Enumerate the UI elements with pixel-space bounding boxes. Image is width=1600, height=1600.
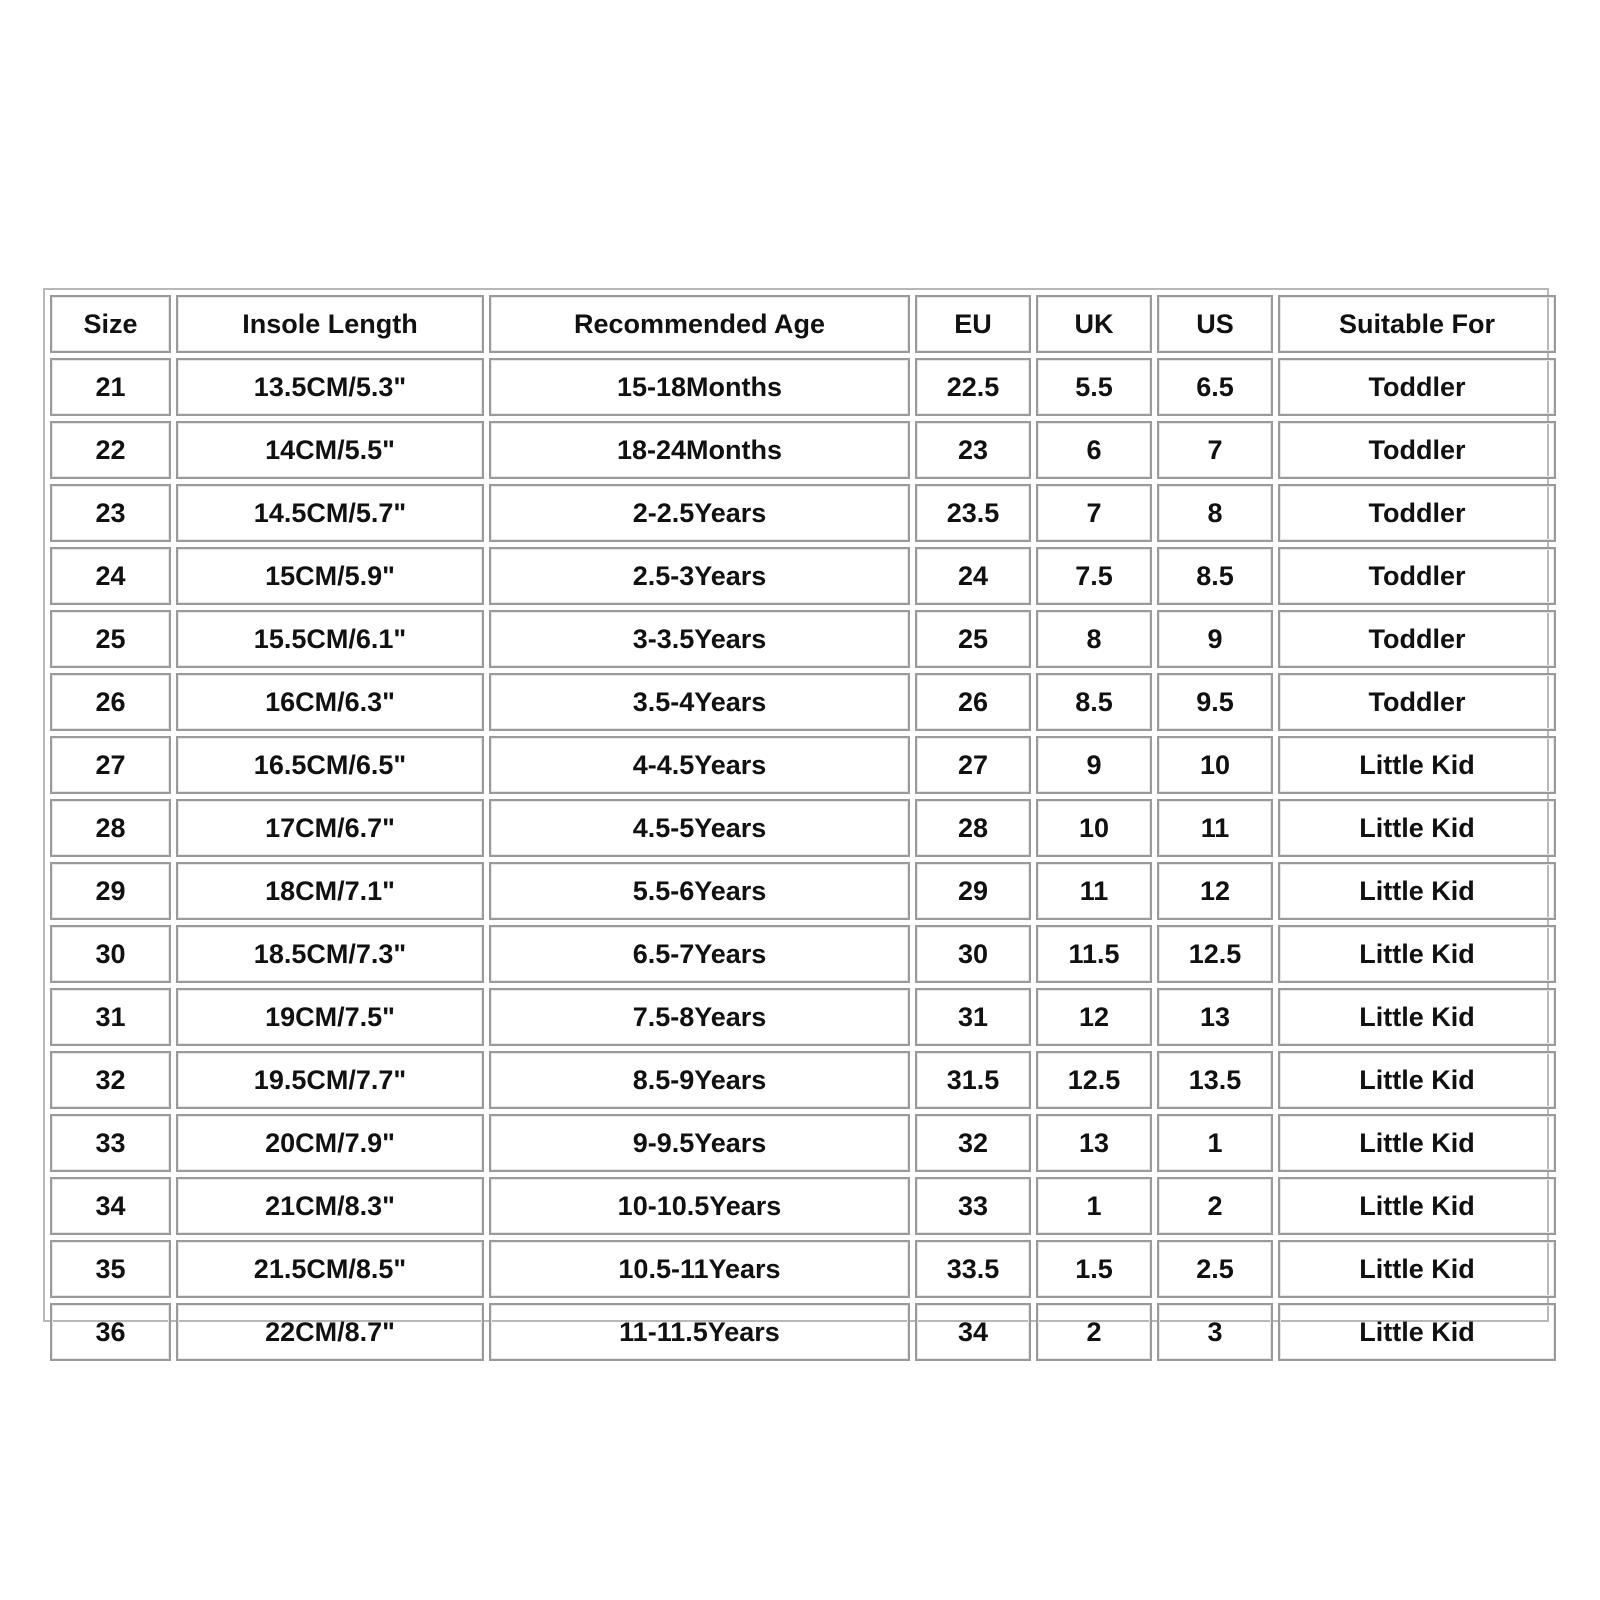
cell-recommended-age: 10-10.5Years (489, 1177, 910, 1235)
cell-suitable-for: Little Kid (1278, 862, 1556, 920)
cell-size: 33 (50, 1114, 171, 1172)
table-row (50, 421, 1556, 479)
cell-eu: 22.5 (915, 358, 1031, 416)
cell-insole-length: 18.5CM/7.3" (176, 925, 484, 983)
cell-us: 11 (1157, 799, 1273, 857)
cell-suitable-for: Toddler (1278, 358, 1556, 416)
cell-recommended-age: 2-2.5Years (489, 484, 910, 542)
cell-eu: 27 (915, 736, 1031, 794)
table-row (50, 925, 1556, 983)
size-chart (43, 288, 1549, 1347)
cell-size: 32 (50, 1051, 171, 1109)
cell-suitable-for: Toddler (1278, 484, 1556, 542)
cell-us: 9.5 (1157, 673, 1273, 731)
cell-insole-length: 22CM/8.7" (176, 1303, 484, 1361)
table-row (50, 610, 1556, 668)
cell-size: 34 (50, 1177, 171, 1235)
cell-uk: 7 (1036, 484, 1152, 542)
cell-eu: 23 (915, 421, 1031, 479)
cell-uk: 1.5 (1036, 1240, 1152, 1298)
cell-recommended-age: 3-3.5Years (489, 610, 910, 668)
cell-insole-length: 20CM/7.9" (176, 1114, 484, 1172)
cell-size: 25 (50, 610, 171, 668)
cell-recommended-age: 18-24Months (489, 421, 910, 479)
cell-uk: 6 (1036, 421, 1152, 479)
cell-insole-length: 19.5CM/7.7" (176, 1051, 484, 1109)
cell-us: 1 (1157, 1114, 1273, 1172)
header-eu: EU (915, 295, 1031, 353)
cell-insole-length: 17CM/6.7" (176, 799, 484, 857)
cell-eu: 25 (915, 610, 1031, 668)
cell-eu: 33 (915, 1177, 1031, 1235)
cell-uk: 13 (1036, 1114, 1152, 1172)
cell-suitable-for: Little Kid (1278, 1051, 1556, 1109)
cell-eu: 29 (915, 862, 1031, 920)
cell-suitable-for: Little Kid (1278, 1303, 1556, 1361)
cell-us: 12.5 (1157, 925, 1273, 983)
cell-suitable-for: Little Kid (1278, 988, 1556, 1046)
cell-size: 36 (50, 1303, 171, 1361)
cell-recommended-age: 10.5-11Years (489, 1240, 910, 1298)
cell-us: 9 (1157, 610, 1273, 668)
cell-size: 30 (50, 925, 171, 983)
table-row (50, 673, 1556, 731)
table-row (50, 484, 1556, 542)
cell-us: 13 (1157, 988, 1273, 1046)
cell-us: 3 (1157, 1303, 1273, 1361)
table-row (50, 988, 1556, 1046)
table-row (50, 358, 1556, 416)
cell-us: 13.5 (1157, 1051, 1273, 1109)
cell-suitable-for: Little Kid (1278, 925, 1556, 983)
cell-insole-length: 18CM/7.1" (176, 862, 484, 920)
cell-size: 31 (50, 988, 171, 1046)
cell-recommended-age: 2.5-3Years (489, 547, 910, 605)
cell-eu: 30 (915, 925, 1031, 983)
cell-recommended-age: 11-11.5Years (489, 1303, 910, 1361)
cell-eu: 34 (915, 1303, 1031, 1361)
cell-uk: 12 (1036, 988, 1152, 1046)
cell-insole-length: 19CM/7.5" (176, 988, 484, 1046)
cell-recommended-age: 4.5-5Years (489, 799, 910, 857)
header-size: Size (50, 295, 171, 353)
cell-insole-length: 15CM/5.9" (176, 547, 484, 605)
cell-suitable-for: Little Kid (1278, 1177, 1556, 1235)
table-row (50, 1114, 1556, 1172)
cell-size: 28 (50, 799, 171, 857)
cell-suitable-for: Toddler (1278, 610, 1556, 668)
cell-suitable-for: Little Kid (1278, 1240, 1556, 1298)
cell-uk: 12.5 (1036, 1051, 1152, 1109)
header-uk: UK (1036, 295, 1152, 353)
cell-eu: 31 (915, 988, 1031, 1046)
cell-uk: 2 (1036, 1303, 1152, 1361)
table-row (50, 547, 1556, 605)
cell-size: 24 (50, 547, 171, 605)
cell-eu: 31.5 (915, 1051, 1031, 1109)
cell-recommended-age: 6.5-7Years (489, 925, 910, 983)
cell-size: 26 (50, 673, 171, 731)
cell-us: 8.5 (1157, 547, 1273, 605)
cell-recommended-age: 4-4.5Years (489, 736, 910, 794)
cell-recommended-age: 15-18Months (489, 358, 910, 416)
cell-insole-length: 21CM/8.3" (176, 1177, 484, 1235)
table-row (50, 799, 1556, 857)
header-suitable-for: Suitable For (1278, 295, 1556, 353)
cell-size: 35 (50, 1240, 171, 1298)
cell-recommended-age: 7.5-8Years (489, 988, 910, 1046)
cell-us: 7 (1157, 421, 1273, 479)
table-row (50, 736, 1556, 794)
cell-recommended-age: 5.5-6Years (489, 862, 910, 920)
cell-recommended-age: 9-9.5Years (489, 1114, 910, 1172)
cell-suitable-for: Toddler (1278, 547, 1556, 605)
cell-insole-length: 16.5CM/6.5" (176, 736, 484, 794)
cell-us: 6.5 (1157, 358, 1273, 416)
header-row (50, 295, 1556, 353)
cell-eu: 24 (915, 547, 1031, 605)
cell-insole-length: 15.5CM/6.1" (176, 610, 484, 668)
cell-suitable-for: Little Kid (1278, 736, 1556, 794)
cell-recommended-age: 3.5-4Years (489, 673, 910, 731)
cell-size: 22 (50, 421, 171, 479)
cell-suitable-for: Little Kid (1278, 1114, 1556, 1172)
cell-insole-length: 21.5CM/8.5" (176, 1240, 484, 1298)
table-row (50, 862, 1556, 920)
cell-uk: 11.5 (1036, 925, 1152, 983)
cell-eu: 26 (915, 673, 1031, 731)
size-table (45, 290, 1561, 1366)
table-row (50, 1051, 1556, 1109)
cell-eu: 23.5 (915, 484, 1031, 542)
cell-uk: 9 (1036, 736, 1152, 794)
cell-uk: 8.5 (1036, 673, 1152, 731)
cell-uk: 8 (1036, 610, 1152, 668)
cell-recommended-age: 8.5-9Years (489, 1051, 910, 1109)
cell-uk: 7.5 (1036, 547, 1152, 605)
cell-insole-length: 14CM/5.5" (176, 421, 484, 479)
cell-insole-length: 13.5CM/5.3" (176, 358, 484, 416)
cell-suitable-for: Little Kid (1278, 799, 1556, 857)
cell-suitable-for: Toddler (1278, 421, 1556, 479)
cell-insole-length: 16CM/6.3" (176, 673, 484, 731)
cell-uk: 11 (1036, 862, 1152, 920)
header-insole-length: Insole Length (176, 295, 484, 353)
cell-uk: 5.5 (1036, 358, 1152, 416)
cell-eu: 33.5 (915, 1240, 1031, 1298)
table-row (50, 1240, 1556, 1298)
cell-size: 21 (50, 358, 171, 416)
cell-suitable-for: Toddler (1278, 673, 1556, 731)
table-row (50, 1177, 1556, 1235)
cell-us: 2.5 (1157, 1240, 1273, 1298)
cell-uk: 1 (1036, 1177, 1152, 1235)
cell-us: 2 (1157, 1177, 1273, 1235)
cell-size: 23 (50, 484, 171, 542)
cell-size: 29 (50, 862, 171, 920)
table-row (50, 1303, 1556, 1361)
cell-us: 12 (1157, 862, 1273, 920)
table-body (50, 358, 1556, 1361)
header-recommended-age: Recommended Age (489, 295, 910, 353)
cell-insole-length: 14.5CM/5.7" (176, 484, 484, 542)
cell-uk: 10 (1036, 799, 1152, 857)
cell-us: 8 (1157, 484, 1273, 542)
cell-eu: 28 (915, 799, 1031, 857)
header-us: US (1157, 295, 1273, 353)
cell-size: 27 (50, 736, 171, 794)
cell-us: 10 (1157, 736, 1273, 794)
cell-eu: 32 (915, 1114, 1031, 1172)
